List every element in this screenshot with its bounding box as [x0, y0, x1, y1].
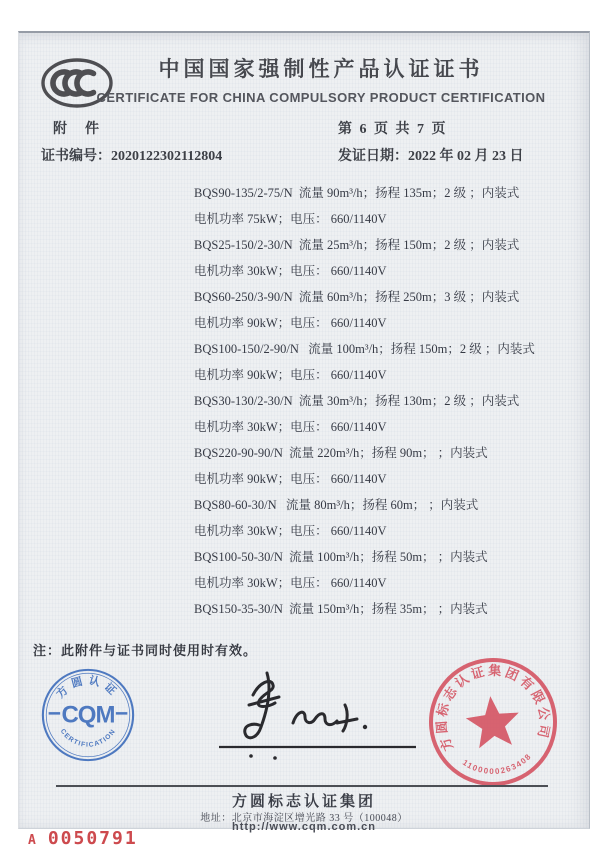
stamp-ring-text: 方圆标志认证集团有限公司: [433, 662, 553, 754]
product-spec-line: BQS60-250/3-90/N 流量 60m³/h；扬程 250m；3 级 ；内装式: [194, 290, 520, 304]
form-serial-number: [28, 828, 138, 849]
certificate-title-en: CERTIFICATE FOR CHINA COMPULSORY PRODUCT CERTIFICATION: [96, 90, 546, 105]
product-spec-line: BQS100-150/2-90/N 流量 100m³/h；扬程 150m；2 级 ；内装式: [194, 342, 535, 356]
certificate-number-line: [41, 145, 222, 165]
serial-digits: 0050791: [47, 828, 138, 849]
certificate-number-label: 证书编号：: [41, 149, 111, 164]
footer-org-name: 方圆标志认证集团: [231, 794, 376, 810]
product-spec-line: BQS25-150/2-30/N 流量 25m³/h；扬程 150m；2 级 ；内装式: [194, 238, 520, 252]
cqm-center-text: CQM: [61, 701, 115, 729]
page-info: 第 6 页 共 7 页: [338, 122, 448, 137]
product-spec-line: 电机功率 90kW；电压： 660/1140V: [194, 316, 387, 330]
product-spec-line: 电机功率 30kW；电压： 660/1140V: [194, 524, 387, 538]
product-spec-line: BQS100-50-30/N 流量 100m³/h；扬程 50m； ；内装式: [194, 550, 488, 564]
product-list: [194, 180, 574, 622]
certificate-number-value: 2020122302112804: [111, 149, 223, 164]
product-spec-line: 电机功率 30kW；电压： 660/1140V: [194, 420, 387, 434]
footer-address: 地址：北京市海淀区增光路 33 号（100048）: [200, 813, 408, 824]
product-spec-line: 电机功率 90kW；电压： 660/1140V: [194, 368, 387, 382]
stamp-serial-text: 1100000263408: [460, 751, 534, 777]
issue-date-line: [338, 145, 524, 165]
svg-text:CERTIFICATION: [59, 728, 118, 749]
cqm-logo-seal: [40, 667, 136, 763]
issue-date-value: 2022 年 02 月 23 日: [408, 149, 524, 164]
issue-date-label: 发证日期：: [338, 149, 408, 164]
product-spec-line: BQS80-60-30/N 流量 80m³/h；扬程 60m； ；内装式: [194, 498, 479, 512]
cqm-bottom-text: CERTIFICATION: [58, 727, 118, 749]
company-stamp: [423, 652, 563, 792]
validity-note: 注：此附件与证书同时使用时有效。: [33, 643, 258, 658]
product-spec-line: BQS30-130/2-30/N 流量 30m³/h；扬程 130m；2 级 ；内装式: [194, 394, 520, 408]
product-spec-line: 电机功率 90kW；电压： 660/1140V: [194, 472, 387, 486]
cqm-top-text: 方圆认证: [54, 674, 122, 701]
signature: [209, 661, 449, 791]
product-spec-line: BQS90-135/2-75/N 流量 90m³/h；扬程 135m；2 级 ；内装式: [194, 186, 520, 200]
serial-prefix: A: [28, 833, 38, 848]
certificate-paper: [18, 31, 590, 833]
product-spec-line: 电机功率 30kW；电压： 660/1140V: [194, 576, 387, 590]
product-spec-line: 电机功率 30kW；电压： 660/1140V: [194, 264, 387, 278]
footer-divider: [56, 785, 548, 787]
certificate-title-zh: 中国国家强制性产品认证证书: [158, 58, 484, 81]
product-spec-line: BQS150-35-30/N 流量 150m³/h；扬程 35m； ；内装式: [194, 602, 488, 616]
stamp-star-icon: [464, 693, 522, 749]
footer-website: http://www.cqm.com.cn: [231, 821, 377, 833]
attachment-label: 附 件: [53, 122, 101, 137]
product-spec-line: BQS220-90-90/N 流量 220m³/h；扬程 90m； ；内装式: [194, 446, 488, 460]
product-spec-line: 电机功率 75kW；电压： 660/1140V: [194, 212, 387, 226]
